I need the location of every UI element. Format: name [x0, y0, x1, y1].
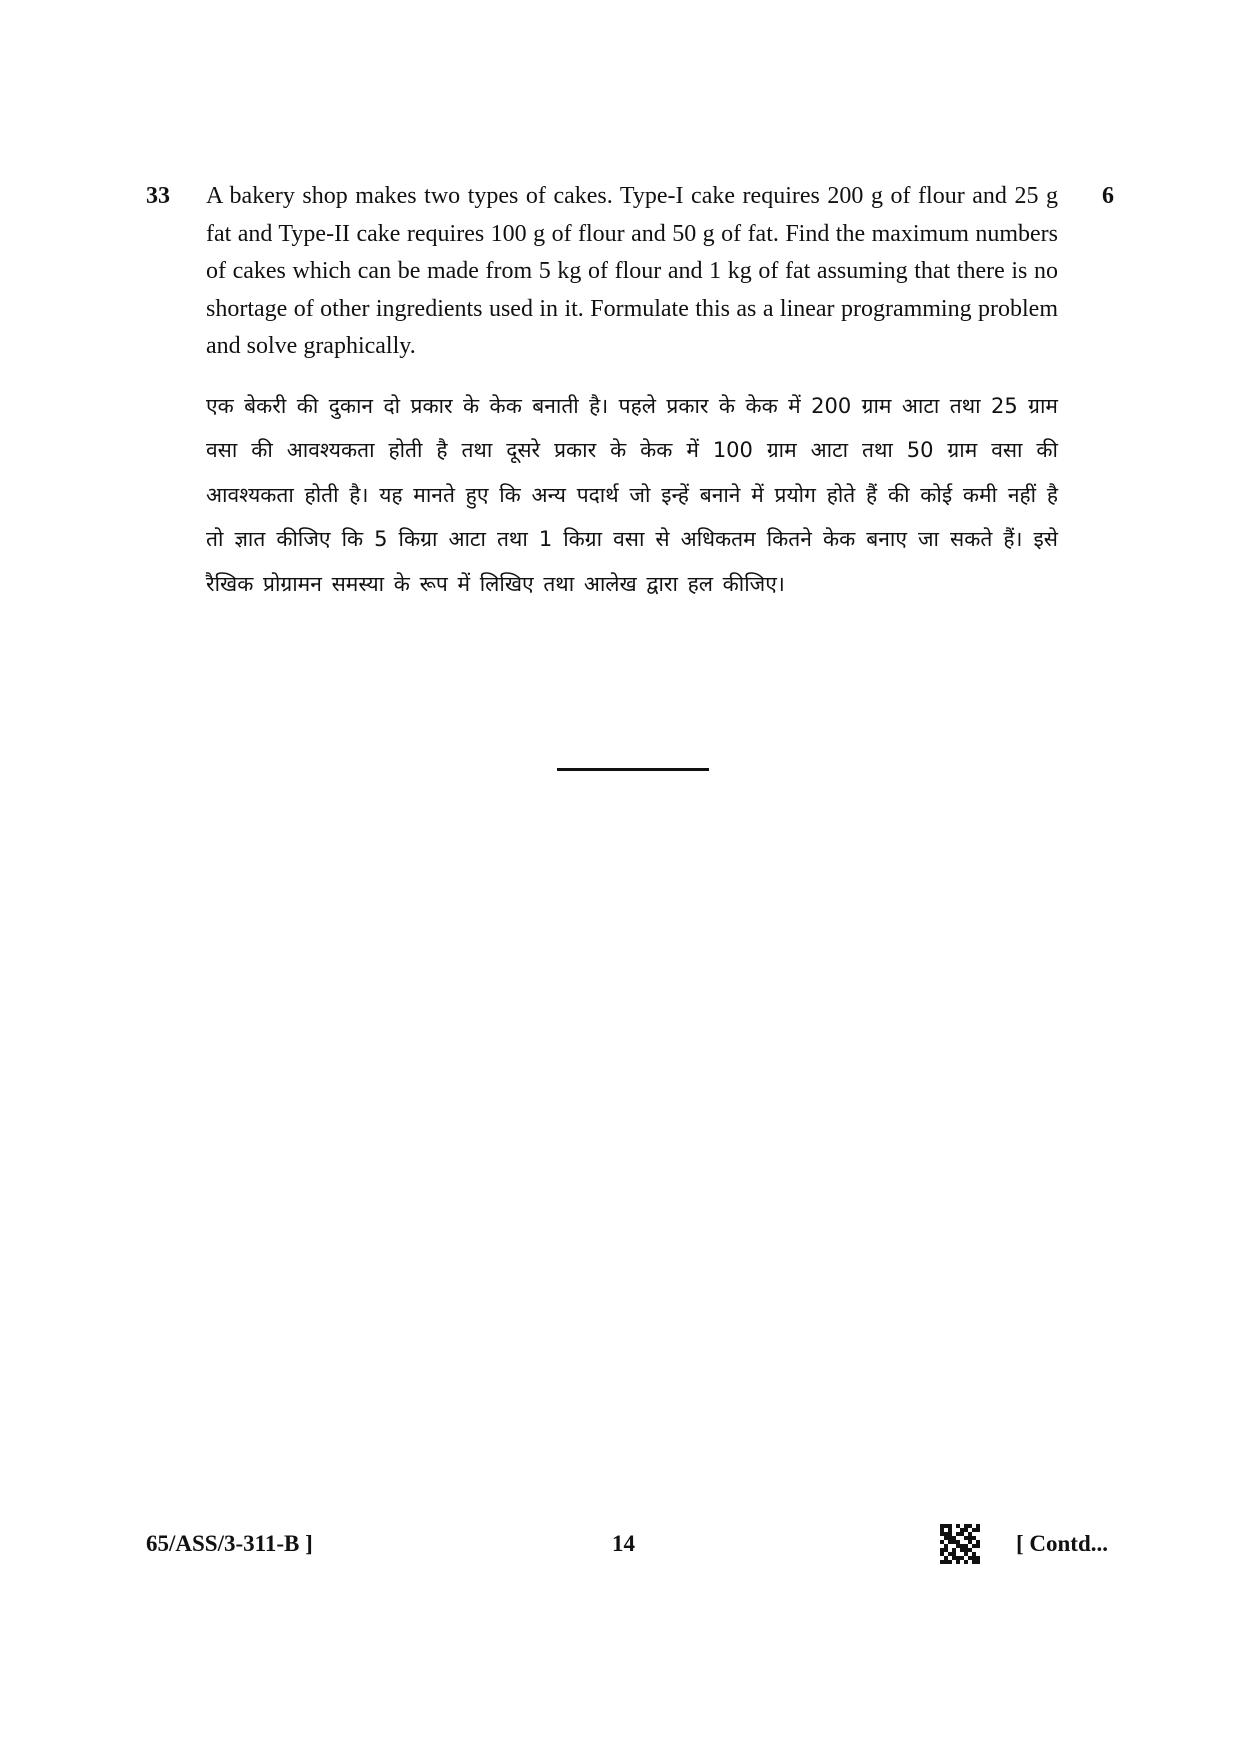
paper-code: 65/ASS/3-311-B ] [146, 1531, 313, 1556]
question-text-english: A bakery shop makes two types of cakes. Type-I cake requires 200 g of flour and 25 g fat and Type-II cake requires 100 g of flour and 50 g of fat. Find the maximum numbers of cakes which can be made from 5 kg of flour and 1 kg of fat assuming that there is no shortage of other ingredients used in it. Formulate this as a linear programming problem and solve graphically. [206, 183, 1058, 359]
continued-label: [ Contd... [1016, 1531, 1109, 1556]
page-number: 14 [612, 1531, 635, 1556]
question-text-hindi: एक बेकरी की दुकान दो प्रकार के केक बनाती है। पहले प्रकार के केक में 200 ग्राम आटा तथा 25 ग्राम वसा की आवश्यकता होती है तथा दूसरे प्रकार के केक में 100 ग्राम आटा तथा 50 ग्राम वसा की आवश्यकता होती है। यह मानते हुए कि अन्य पदार्थ जो इन्हें बनाने में प्रयोग होते हैं की कोई कमी नहीं है तो ज्ञात कीजिए कि 5 किग्रा आटा तथा 1 किग्रा वसा से अधिकतम कितने केक बनाए जा सकते हैं। इसे रैखिक प्रोग्रामन समस्या के रूप में लिखिए तथा आलेख द्वारा हल कीजिए। [206, 394, 1058, 596]
question-number: 33 [146, 183, 170, 209]
end-of-paper-rule [557, 768, 709, 771]
question-marks: 6 [1102, 183, 1114, 209]
qr-code-icon [940, 1524, 980, 1564]
